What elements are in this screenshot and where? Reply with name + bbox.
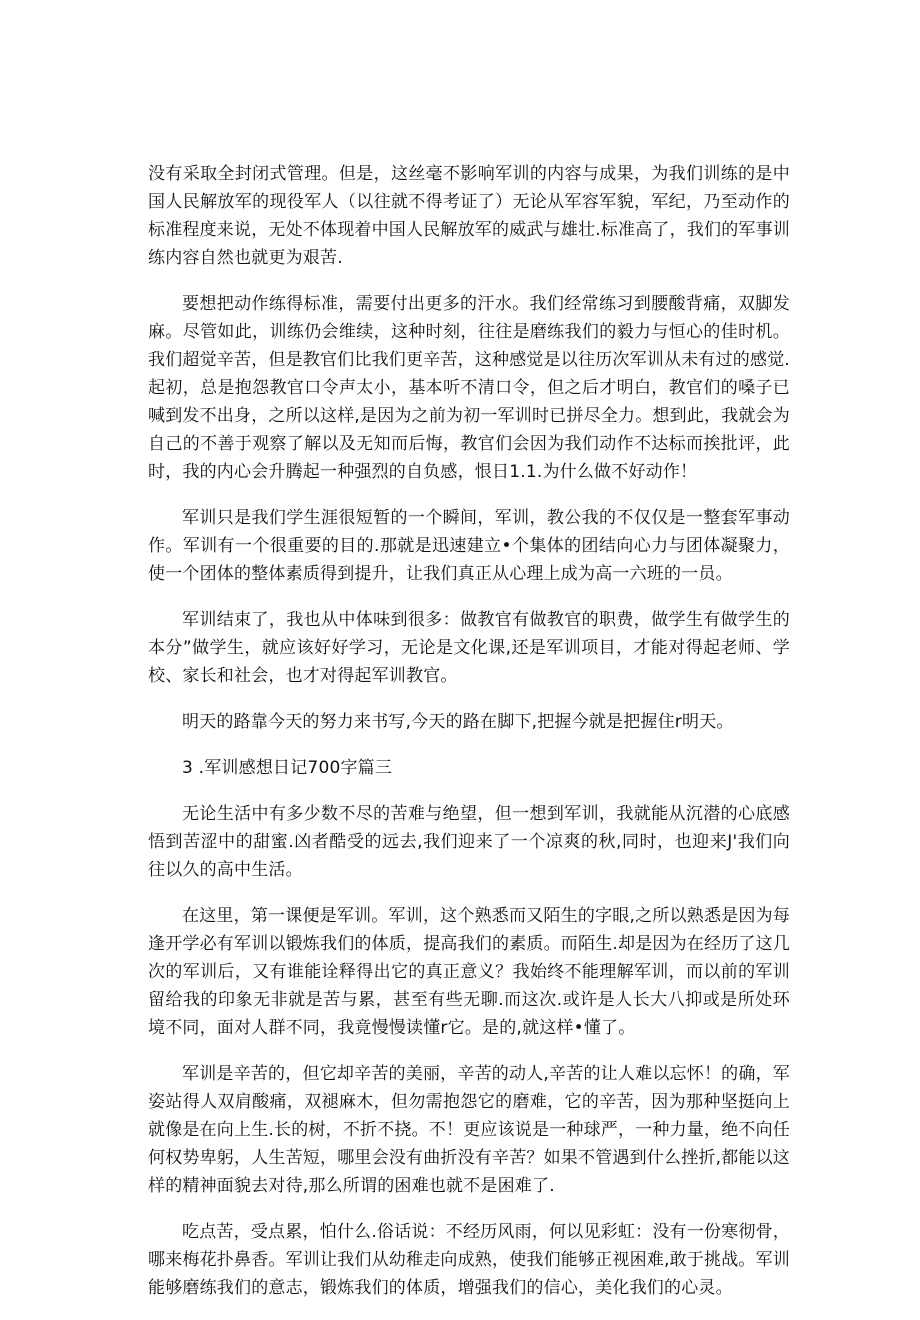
paragraph-1: 没有采取全封闭式管理。但是，这丝毫不影响军训的内容与成果，为我们训练的是中国人民解放军的现役军人（以往就不得考证了）无论从军容军貌，军纪，乃至动作的标准程度来说，无处不体现着中国人民解放军的威武与雄壮.标准高了，我们的军事训练内容自然也就更为艰苦. (148, 164, 791, 268)
paragraph-4: 军训结束了，我也从中体味到很多：做教官有做教官的职费，做学生有做学生的本分”做学生，就应该好好学习，无论是文化课,还是军训项目，才能对得起老师、学校、家长和社会，也才对得起军训教官。 (148, 610, 790, 686)
paragraph-8: 军训是辛苦的，但它却辛苦的美丽，辛苦的动人,辛苦的让人难以忘怀！的确，军姿站得人双肩酸痛，双褪麻木，但勿需抱怨它的磨难，它的辛苦，因为那种坚挺向上就像是在向上生.长的树，不折不挠。不！更应该说是一种球严，一种力量，绝不向任何权势卑躬，人生苦短，哪里会没有曲折没有辛苦？如果不管遇到什么挫折,都能以这样的精神面貌去对待,那么所谓的困难也就不是困难了. (148, 1064, 791, 1196)
document-body (148, 160, 790, 1320)
paragraph-3: 军训只是我们学生涯很短暂的一个瞬间，军训，教公我的不仅仅是一整套军事动作。军训有一个很重要的目的.那就是迅速建立•个集体的团结向心力与团体凝聚力，使一个团体的整体素质得到提升，让我们真正从心理上成为高一六班的一员。 (148, 508, 790, 584)
section-heading: 3 .军训感想日记700字篇三 (182, 758, 393, 778)
paragraph-7: 在这里，第一课便是军训。军训，这个熟悉而又陌生的字眼,之所以熟悉是因为每逢开学必有军训以锻炼我们的体质，提高我们的素质。而陌生.却是因为在经历了这几次的军训后，又有谁能诠释得出它的真正意义？我始终不能理解军训，而以前的军训留给我的印象无非就是苦与累，甚至有些无聊.而这次.或许是人长大八抑或是所处环境不同，面对人群不同，我竟慢慢读懂r它。是的,就这样•懂了。 (148, 906, 791, 1038)
paragraph-9: 吃点苦，受点累，怕什么.俗话说：不经历风雨，何以见彩虹：没有一份寒彻骨，哪来梅花扑鼻香。军训让我们从幼稚走向成熟，使我们能够正视困难,敢于挑战。军训能够磨练我们的意志，锻炼我们的体质，增强我们的信心，美化我们的心灵。 (148, 1222, 791, 1298)
paragraph-2: 要想把动作练得标准，需要付出更多的汗水。我们经常练习到腰酸背痛，双脚发麻。尽管如此，训练仍会维续，这种时刻，往往是磨练我们的毅力与恒心的佳时机。我们超觉辛苦，但是教官们比我们更辛苦，这种感觉是以往历次军训从未有过的感觉.起初，总是抱怨教官口令声太小，基本听不清口令，但之后才明白，教官们的嗓子已喊到发不出身，之所以这样,是因为之前为初一军训时已拼尽全力。想到此，我就会为自己的不善于观察了解以及无知而后悔，教官们会因为我们动作不达标而挨批评，此时，我的内心会升腾起一种强烈的自负感，恨日1.1.为什么做不好动作！ (148, 294, 791, 482)
paragraph-5: 明天的路靠今天的努力来书写,今天的路在脚下,把握今就是把握住r明天。 (182, 712, 734, 732)
paragraph-6: 无论生活中有多少数不尽的苦难与绝望，但一想到军训，我就能从沉潜的心底感悟到苦涩中的甜蜜.凶者酷受的远去,我们迎来了一个凉爽的秋,同时，也迎来J'我们向往以久的高中生活。 (148, 804, 790, 880)
